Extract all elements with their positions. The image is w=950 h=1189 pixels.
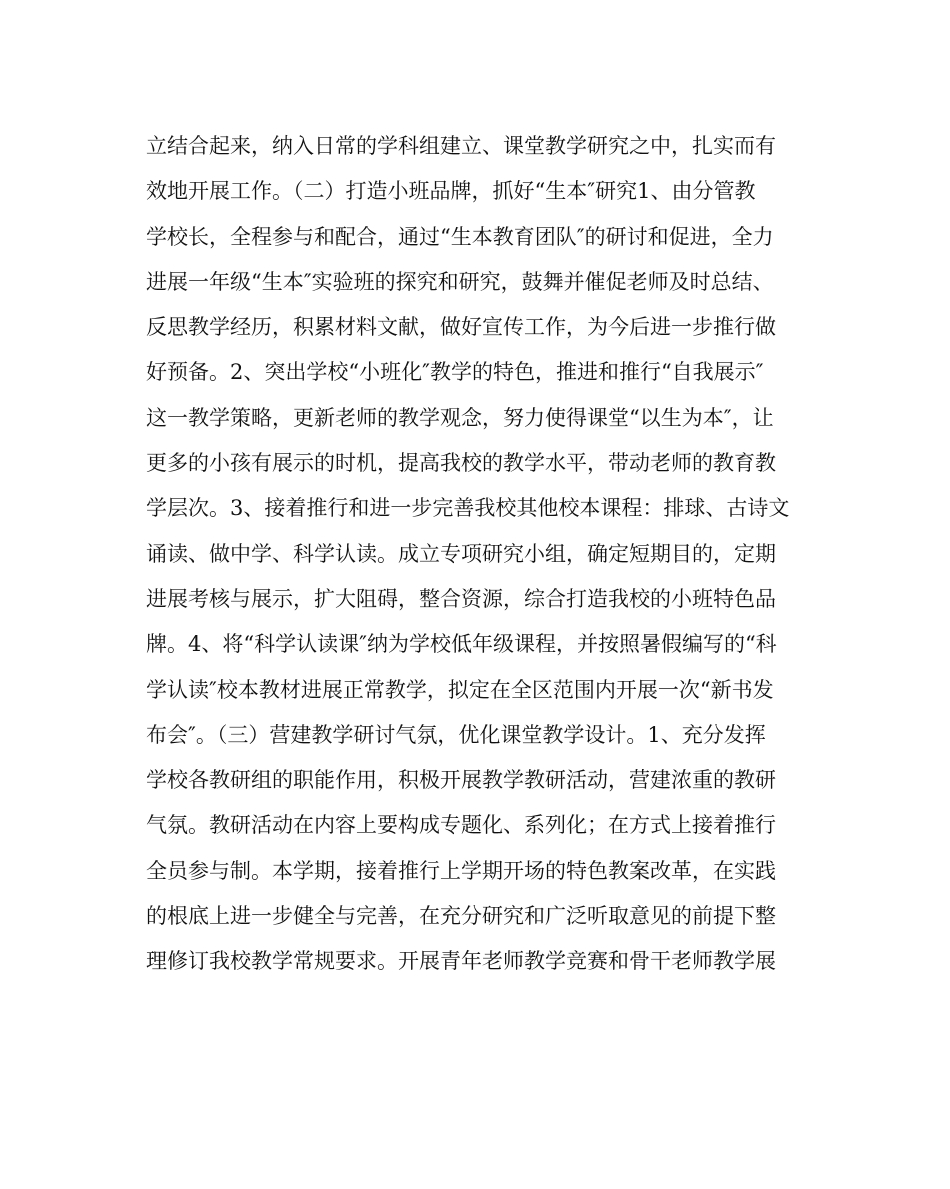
text-line: 更多的小孩有展示的时机，提高我校的教学水平，带动老师的教育教 <box>146 451 776 476</box>
text-line: 诵读、做中学、科学认读。成立专项研究小组，确定短期目的，定期 <box>146 541 776 566</box>
text-line: 进展一年级“生本″实验班的探究和研究，鼓舞并催促老师及时总结、 <box>146 269 774 294</box>
text-line: 布会″。（三）营建教学研讨气氛，优化课堂教学设计。1、充分发挥 <box>146 722 766 747</box>
text-line: 效地开展工作。（二）打造小班品牌，抓好“生本″研究1、由分管教 <box>146 179 756 204</box>
text-line: 学校长，全程参与和配合，通过“生本教育团队″的研讨和促进，全力 <box>146 224 774 249</box>
text-line: 全员参与制。本学期，接着推行上学期开场的特色教案改革，在实践 <box>146 858 776 883</box>
text-line: 立结合起来，纳入日常的学科组建立、课堂教学研究之中，扎实而有 <box>146 134 776 158</box>
text-line: 气氛。教研活动在内容上要构成专题化、系列化；在方式上接着推行 <box>146 813 776 838</box>
text-line: 进展考核与展示，扩大阻碍，整合资源，综合打造我校的小班特色品 <box>146 586 776 611</box>
text-line: 学层次。3、接着推行和进一步完善我校其他校本课程：排球、古诗文 <box>146 496 790 521</box>
text-line: 学校各教研组的职能作用，积极开展教学教研活动，营建浓重的教研 <box>146 768 776 793</box>
text-line: 理修订我校教学常规要求。开展青年老师教学竞赛和骨干老师教学展 <box>146 949 776 974</box>
text-line: 好预备。2、突出学校“小班化″教学的特色，推进和推行“自我展示″ <box>146 360 764 385</box>
text-line: 的根底上进一步健全与完善，在充分研究和广泛听取意见的前提下整 <box>146 904 776 929</box>
text-line: 学认读″校本教材进展正常教学，拟定在全区范围内开展一次“新书发 <box>146 677 774 702</box>
text-line: 反思教学经历，积累材料文献，做好宣传工作，为今后进一步推行做 <box>146 315 776 340</box>
body-text <box>146 124 806 985</box>
text-line: 这一教学策略，更新老师的教学观念，努力使得课堂“以生为本″，让 <box>146 405 774 430</box>
text-line: 牌。4、将“科学认读课″纳为学校低年级课程，并按照暑假编写的“科 <box>146 632 777 657</box>
